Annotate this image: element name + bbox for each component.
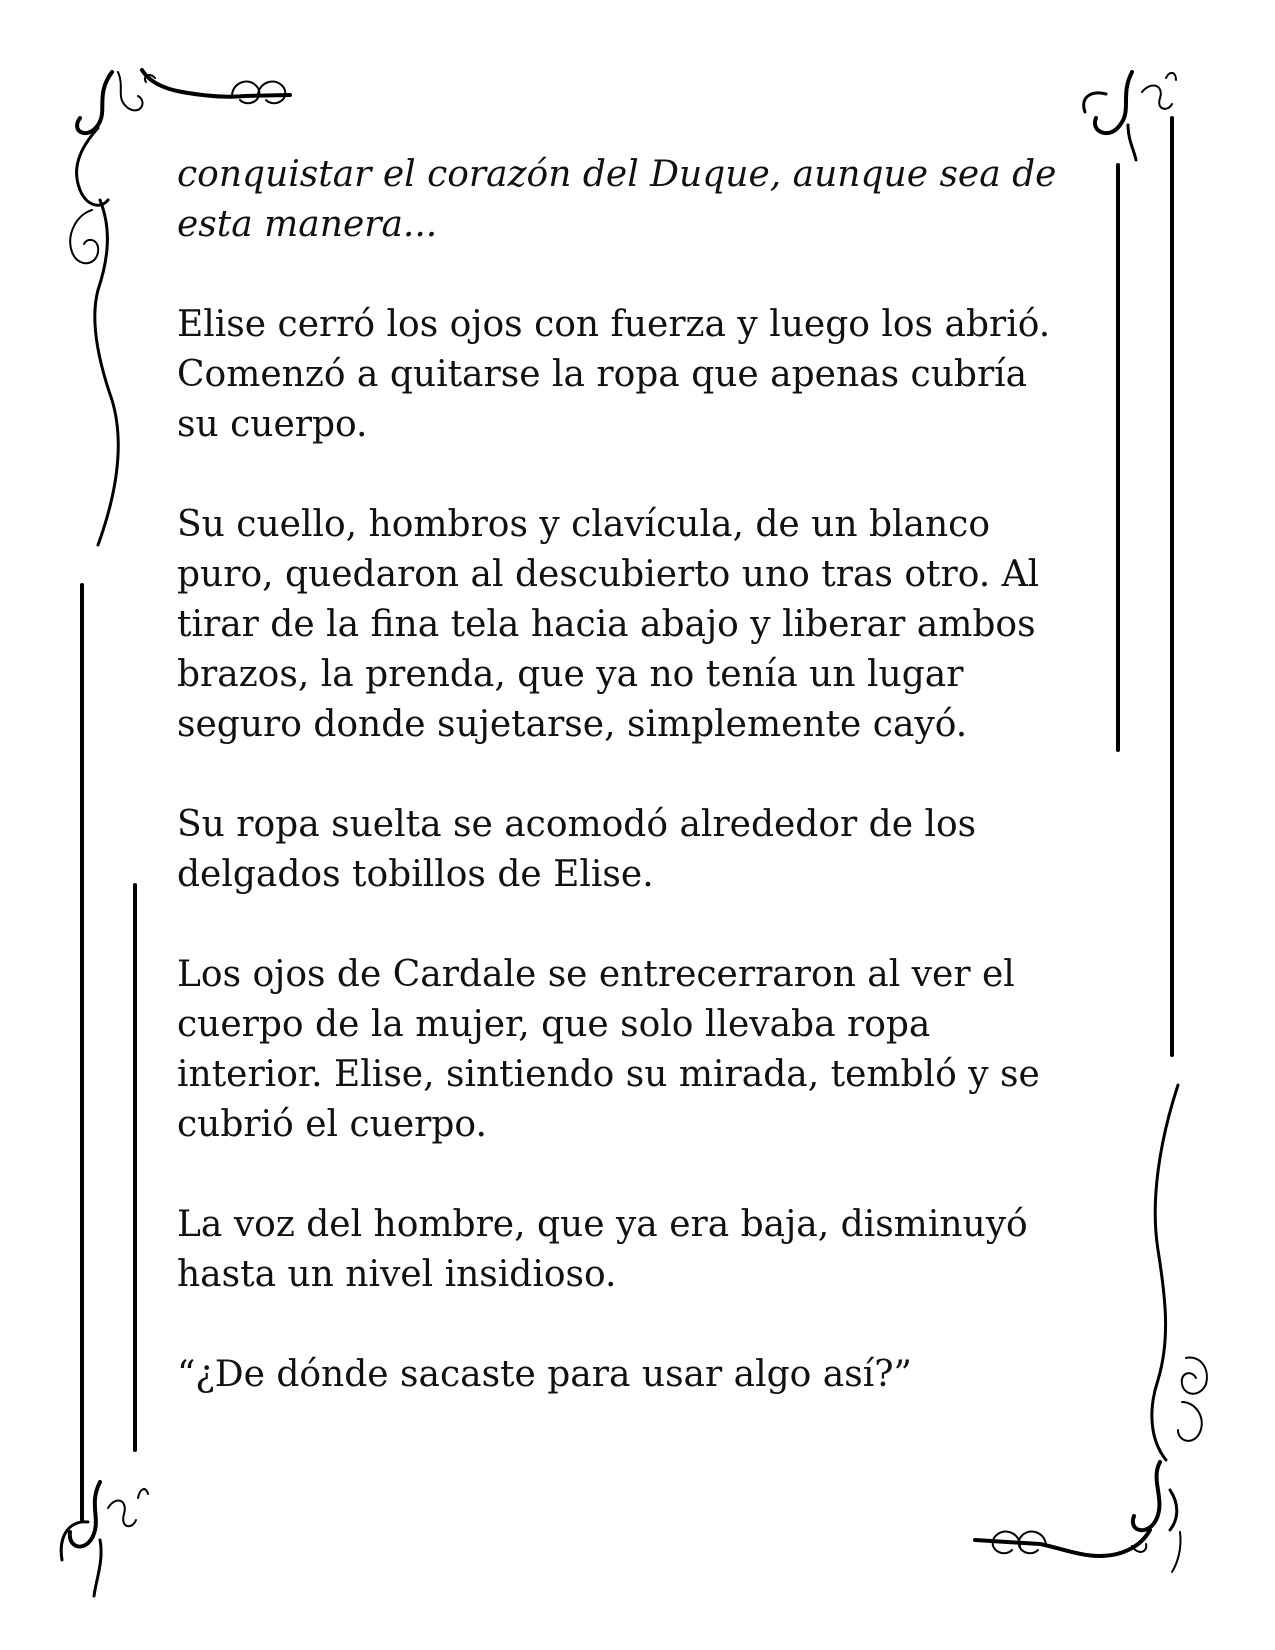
paragraph-6 [177, 1200, 1097, 1300]
text-line: “¿De dónde sacaste para usar algo así?” [177, 1354, 912, 1395]
page-text [177, 150, 1097, 1450]
text-line: cubrió el cuerpo. [177, 1104, 487, 1145]
text-line: Comenzó a quitarse la ropa que apenas cubría [177, 354, 1028, 395]
paragraph-5 [177, 950, 1097, 1150]
text-line: tirar de la fina tela hacia abajo y liberar ambos [177, 604, 1036, 645]
text-line: Elise cerró los ojos con fuerza y luego los abrió. [177, 304, 1051, 345]
text-line: seguro donde sujetarse, simplemente cayó. [177, 704, 968, 745]
paragraph-3 [177, 500, 1097, 750]
paragraph-1 [177, 150, 1097, 250]
text-line: Los ojos de Cardale se entrecerraron al ver el [177, 954, 1015, 995]
bottom-left-flourish [61, 1482, 148, 1596]
text-line: cuerpo de la mujer, que solo llevaba ropa [177, 1004, 931, 1045]
text-line: La voz del hombre, que ya era baja, disminuyó [177, 1204, 1028, 1245]
text-line: interior. Elise, sintiendo su mirada, tembló y se [177, 1054, 1040, 1095]
text-line: su cuerpo. [177, 404, 368, 445]
text-line: puro, quedaron al descubierto uno tras otro. Al [177, 554, 1040, 595]
paragraph-2 [177, 300, 1097, 450]
text-line: esta manera... [177, 204, 438, 245]
text-line: conquistar el corazón del Duque, aunque sea de [177, 154, 1057, 195]
text-line: Su cuello, hombros y clavícula, de un blanco [177, 504, 991, 545]
text-line: Su ropa suelta se acomodó alrededor de los [177, 804, 977, 845]
paragraph-4 [177, 800, 1097, 900]
top-right-flourish [1084, 72, 1176, 160]
text-line: delgados tobillos de Elise. [177, 854, 654, 895]
text-line: brazos, la prenda, que ya no tenía un lugar [177, 654, 964, 695]
text-line: hasta un nivel insidioso. [177, 1254, 617, 1295]
paragraph-7 [177, 1350, 1097, 1400]
